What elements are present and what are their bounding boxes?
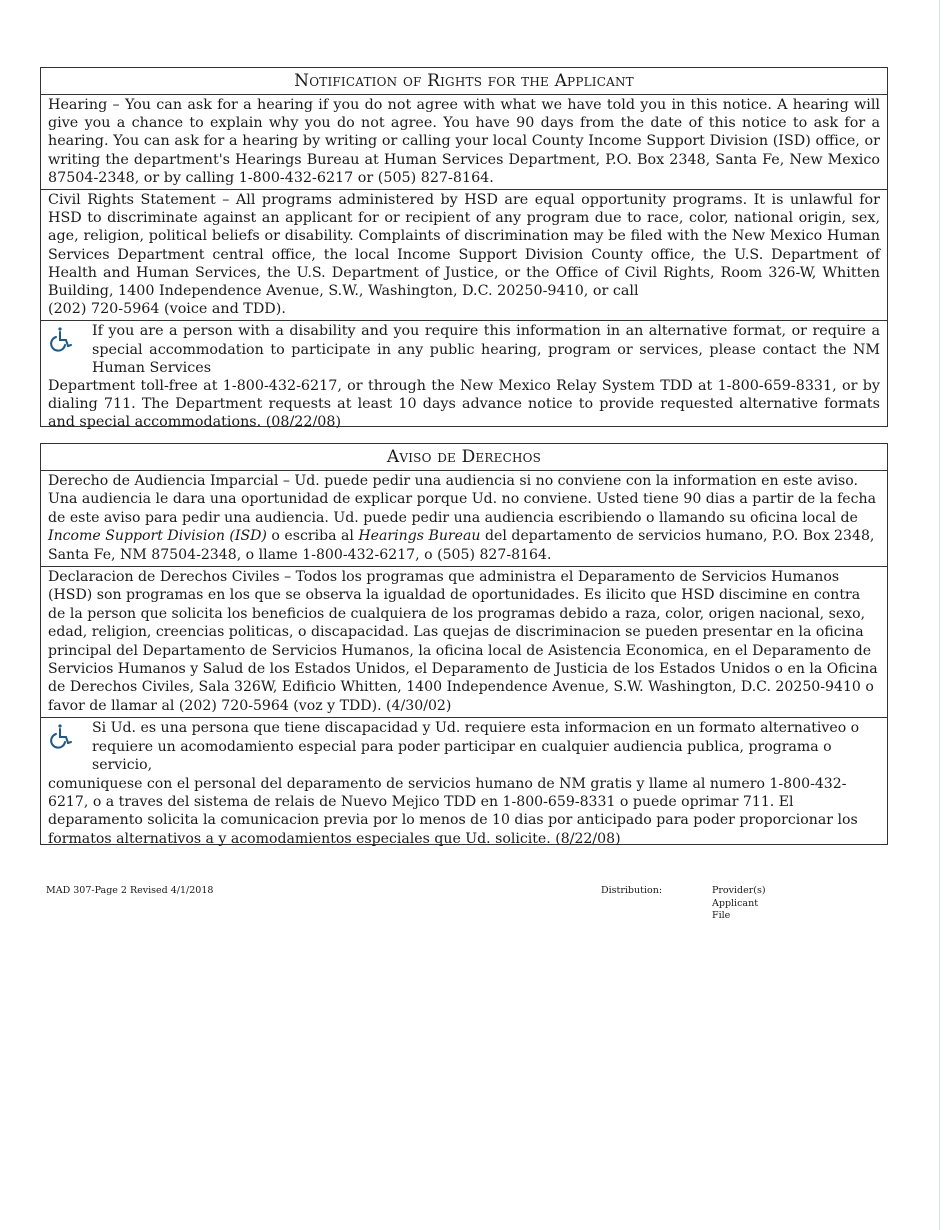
- spanish-hearing-italic-a: Income Support Division (ISD): [48, 528, 267, 545]
- spanish-accessibility-section: [41, 718, 887, 850]
- english-rights-box: [40, 67, 888, 431]
- distribution-item: Provider(s): [712, 885, 766, 896]
- spanish-hearing-text-b: o escriba al: [266, 528, 359, 545]
- spanish-accessibility-first: Si Ud. es una persona que tiene discapacidad y Ud. requiere esta informacion en un formato alternativeo o requiere un acomodamiento especial para poder participar en cualquier audiencia publica, programa o servicio,: [92, 720, 860, 774]
- civil-rights-phone: (202) 720-5964 (voice and TDD).: [48, 301, 286, 318]
- civil-rights-text: – All programs administered by HSD are equal opportunity programs. It is unlawful for HSD to discriminate against an applicant for or recipient of any program due to race, color, national origin, sex, age, religion, political beliefs or disability. Complaints of discrimination may be filed with the New Mexico Human Services Department central office, the local Income Support Division County office, the U.S. Department of Health and Human Services, the U.S. Department of Justice, or the Office of Civil Rights, Room 326-W, Whitten Building, 1400 Independence Avenue, S.W., Washington, D.C. 20250-9410, or call: [48, 192, 881, 300]
- distribution-list: [712, 885, 766, 923]
- spanish-hearing-italic-b: Hearings Bureau: [358, 528, 481, 545]
- distribution-item: Applicant: [712, 897, 759, 909]
- accessibility-first: If you are a person with a disability and you require this information in an alternative format, or require a special accommodation to participate in any public hearing, program or services, please contact the NM Human Services: [92, 323, 880, 376]
- wheelchair-icon: [48, 326, 74, 352]
- spanish-rights-box: [40, 443, 888, 845]
- spanish-civil-rights-text: – Todos los programas que administra el Deparamento de Servicios Humanos (HSD) son programas en los que se observa la igualdad de oportunidades. Es ilicito que HSD discimine en contra de la person que solicita los beneficios de cualquiera de los programas debido a raza, color, origen nacional, sexo, edad, religion, creencias politicas, o discapacidad. Las quejas de discriminacion se pueden presentar en la oficina principal del Departamento de Servicios Humanos, la oficina local de Asistencia Economica, en el Deparamento de Servicios Humanos y Salud de los Estados Unidos, el Deparamento de Justicia de los Estados Unidos o en la Oficina de Derechos Civiles, Sala 326W, Edificio Whitten, 1400 Independence Avenue, S.W. Washington, D.C. 20250-9410 o favor de llamar al (202) 720-5964 (voz y TDD). (4/30/02): [48, 569, 878, 714]
- civil-rights-section: [41, 190, 887, 321]
- wheelchair-icon: [48, 723, 74, 749]
- hearing-section: [41, 95, 887, 190]
- spanish-title: Aviso de Derechos: [41, 444, 887, 471]
- accessibility-section: [41, 321, 887, 433]
- civil-rights-label: Civil Rights Statement: [48, 192, 216, 209]
- spanish-hearing-text-a: – Ud. puede pedir una audiencia si no conviene con la information en este aviso. Una audiencia le dara una oportunidad de explicar porque Ud. no conviene. Usted tiene 90 dias a partir de la fecha de este aviso para pedir una audiencia. Ud. puede pedir una audiencia escribiendo o llamando su oficina local de: [48, 473, 877, 526]
- spanish-accessibility-rest: comuniquese con el personal del deparamento de servicios humano de NM gratis y llame al numero 1-800-432-6217, o a traves del sistema de relais de Nuevo Mejico TDD en 1-800-659-8331 o puede oprimar 711. El deparamento solicita la comunicacion previa por lo menos de 10 dias por anticipado para poder proporcionar los formatos alternativos a y acomodamientos especiales que Ud. solicite. (8/22/08): [48, 775, 858, 847]
- spanish-hearing-label: Derecho de Audiencia Imparcial: [48, 473, 279, 489]
- page-edge-line: [939, 0, 940, 1230]
- distribution-item: File: [712, 910, 731, 921]
- hearing-text: – You can ask for a hearing if you do not agree with what we have told you in this notice. A hearing will give you a chance to explain why you do not agree. You have 90 days from the date of this notice to ask for a hearing. You can ask for a hearing by writing or calling your local County Income Support Division (ISD) office, or writing the department's Hearings Bureau at Human Services Department, P.O. Box 2348, Santa Fe, New Mexico 87504-2348, or by calling 1-800-432-6217 or (505) 827-8164.: [48, 97, 880, 186]
- spanish-hearing-section: [41, 471, 887, 567]
- spanish-civil-rights-label: Declaracion de Derechos Civiles: [48, 569, 280, 586]
- spanish-hearing-text-c: del departamento de servicios humano, P.O. Box 2348, Santa Fe, NM 87504-2348, o llame 1-800-432-6217, o (505) 827-8164.: [48, 528, 875, 563]
- form-id: MAD 307-Page 2 Revised 4/1/2018: [46, 885, 214, 896]
- accessibility-rest: Department toll-free at 1-800-432-6217, or through the New Mexico Relay System TDD at 1-800-659-8331, or by dialing 711. The Department requests at least 10 days advance notice to provide requested alternative formats and special accommodations. (08/22/08): [48, 378, 880, 431]
- distribution-label: Distribution:: [601, 885, 663, 896]
- english-title: Notification of Rights for the Applicant: [41, 68, 887, 95]
- hearing-label: Hearing: [48, 97, 108, 113]
- spanish-civil-rights-section: [41, 567, 887, 718]
